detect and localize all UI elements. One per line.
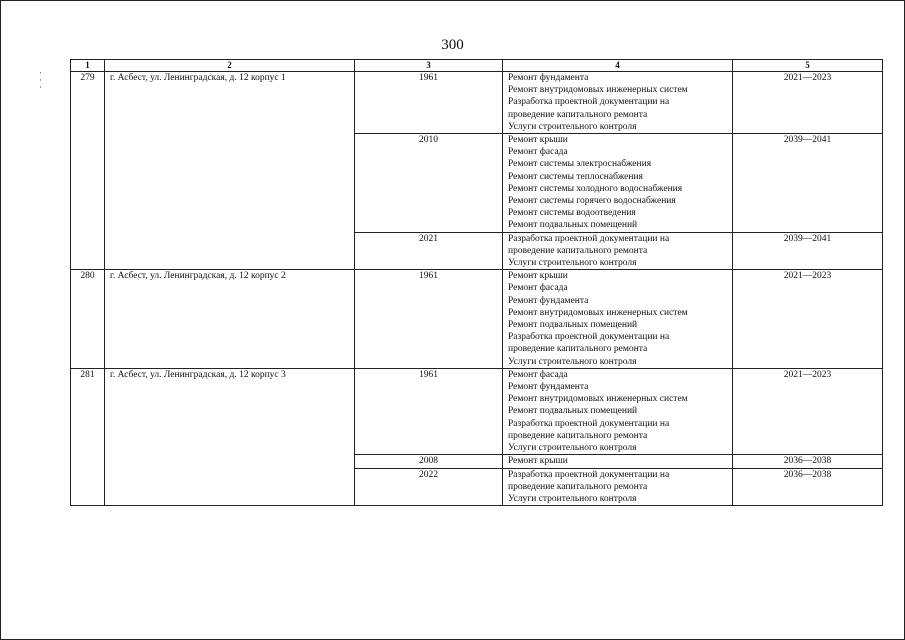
table-header-row	[71, 60, 883, 72]
column-header-3: 3	[355, 60, 503, 72]
works-list	[503, 134, 733, 233]
repair-period: 2021—2023	[733, 270, 883, 369]
row-number: 280	[71, 270, 105, 369]
work-item: Ремонт системы теплоснабжения	[508, 171, 643, 182]
repair-period: 2036—2038	[733, 468, 883, 506]
build-year: 2022	[355, 468, 503, 506]
table-row	[71, 270, 883, 369]
works-list	[503, 270, 733, 369]
repair-period: 2039—2041	[733, 232, 883, 270]
work-item: Ремонт внутридомовых инженерных систем	[508, 307, 688, 318]
work-item: Услуги строительного контроля	[508, 356, 637, 367]
work-item: проведение капитального ремонта	[508, 344, 648, 355]
column-header-5: 5	[733, 60, 883, 72]
column-header-4: 4	[503, 60, 733, 72]
work-item: проведение капитального ремонта	[508, 481, 648, 492]
row-number: 281	[71, 368, 105, 505]
work-item: Ремонт фундамента	[508, 382, 589, 393]
work-item: Ремонт подвальных помещений	[508, 220, 638, 231]
page-number: 300	[441, 37, 464, 53]
works-list	[503, 72, 733, 134]
build-year: 1961	[355, 368, 503, 454]
work-item: Ремонт внутридомовых инженерных систем	[508, 394, 688, 405]
repair-period: 2021—2023	[733, 368, 883, 454]
build-year: 1961	[355, 270, 503, 369]
build-year: 1961	[355, 72, 503, 134]
works-list	[503, 368, 733, 454]
building-address: г. Асбест, ул. Ленинградская, д. 12 корпус 1	[105, 72, 355, 270]
build-year: 2008	[355, 455, 503, 468]
work-item: проведение капитального ремонта	[508, 109, 648, 120]
build-year: 2021	[355, 232, 503, 270]
work-item: Ремонт подвальных помещений	[508, 406, 638, 417]
work-item: Ремонт системы водоотведения	[508, 208, 636, 219]
work-item: Ремонт фасада	[508, 369, 568, 380]
table-row	[71, 368, 883, 454]
work-item: Ремонт фасада	[508, 147, 568, 158]
work-item: проведение капитального ремонта	[508, 245, 648, 256]
table-row	[71, 72, 883, 134]
works-list	[503, 455, 733, 468]
work-item: Ремонт крыши	[508, 271, 568, 282]
margin-marks: · · ·	[39, 68, 42, 92]
repair-period: 2021—2023	[733, 72, 883, 134]
work-item: Разработка проектной документации на	[508, 469, 670, 480]
work-item: проведение капитального ремонта	[508, 430, 648, 441]
work-item: Ремонт крыши	[508, 456, 568, 467]
work-item: Ремонт фундамента	[508, 295, 589, 306]
building-address: г. Асбест, ул. Ленинградская, д. 12 корпус 2	[105, 270, 355, 369]
work-item: Ремонт системы холодного водоснабжения	[508, 183, 683, 194]
work-item: Разработка проектной документации на	[508, 233, 670, 244]
work-item: Ремонт фундамента	[508, 73, 589, 83]
work-item: Разработка проектной документации на	[508, 97, 670, 108]
work-item: Услуги строительного контроля	[508, 493, 637, 504]
work-item: Услуги строительного контроля	[508, 121, 637, 132]
row-number: 279	[71, 72, 105, 270]
repair-period: 2039—2041	[733, 134, 883, 233]
table-body	[71, 60, 883, 506]
column-header-1: 1	[71, 60, 105, 72]
repair-schedule-table	[70, 59, 883, 506]
work-item: Ремонт системы электроснабжения	[508, 159, 652, 170]
work-item: Ремонт крыши	[508, 135, 568, 146]
build-year: 2010	[355, 134, 503, 233]
works-list	[503, 468, 733, 506]
work-item: Услуги строительного контроля	[508, 258, 637, 269]
column-header-2: 2	[105, 60, 355, 72]
work-item: Ремонт подвальных помещений	[508, 320, 638, 331]
work-item: Ремонт системы горячего водоснабжения	[508, 196, 676, 207]
building-address: г. Асбест, ул. Ленинградская, д. 12 корпус 3	[105, 368, 355, 505]
work-item: Ремонт фасада	[508, 283, 568, 294]
repair-period: 2036—2038	[733, 455, 883, 468]
work-item: Разработка проектной документации на	[508, 418, 670, 429]
work-item: Разработка проектной документации на	[508, 332, 670, 343]
work-item: Ремонт внутридомовых инженерных систем	[508, 85, 688, 96]
work-item: Услуги строительного контроля	[508, 443, 637, 454]
works-list	[503, 232, 733, 270]
